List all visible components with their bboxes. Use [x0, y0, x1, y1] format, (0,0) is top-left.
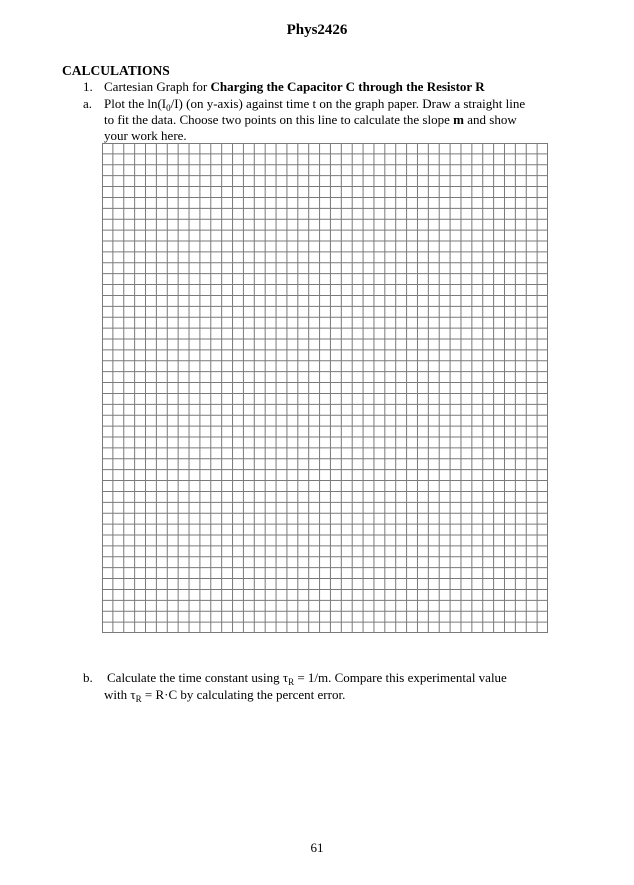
- item-1-prefix: Cartesian Graph for: [104, 79, 211, 94]
- item-1-text: [104, 79, 485, 95]
- tau-subscript-2: R: [135, 694, 142, 704]
- item-b-line-1-post: = 1/m. Compare this experimental value: [294, 670, 507, 685]
- item-a-line-2-bold: m: [453, 112, 464, 127]
- item-b-line-2-post: = R·C by calculating the percent error.: [141, 687, 346, 702]
- page-header-title: Phys2426: [286, 22, 348, 38]
- tau-symbol-2: τ: [130, 687, 136, 702]
- item-a-line-1-sub: 0: [166, 103, 171, 113]
- item-a-line-1-post: /I) (on y-axis) against time t on the graph paper. Draw a straight line: [170, 96, 526, 111]
- item-1-number: 1.: [83, 79, 93, 94]
- item-a-line-2-pre: to fit the data. Choose two points on this line to calculate the slope: [104, 112, 454, 127]
- item-1-bold: Charging the Capacitor C through the Resistor R: [210, 79, 485, 94]
- item-b-line-1-pre: Calculate the time constant using: [107, 670, 283, 685]
- item-a-line-3: your work here.: [104, 128, 187, 143]
- item-a-line-1-pre: Plot the ln(I: [104, 96, 167, 111]
- tau-subscript: R: [288, 677, 295, 687]
- item-a-marker: a.: [83, 96, 93, 111]
- tau-symbol: τ: [282, 670, 289, 685]
- item-a-line-2: [104, 112, 517, 128]
- item-a-line-2-post: and show: [463, 112, 517, 127]
- item-b-marker: b.: [83, 670, 93, 685]
- item-b-line-2-pre: with: [104, 687, 131, 702]
- item-b-line-2: [104, 687, 345, 708]
- section-heading: CALCULATIONS: [62, 63, 170, 78]
- graph-paper-grid: [102, 143, 548, 633]
- page-number: 61: [310, 840, 324, 855]
